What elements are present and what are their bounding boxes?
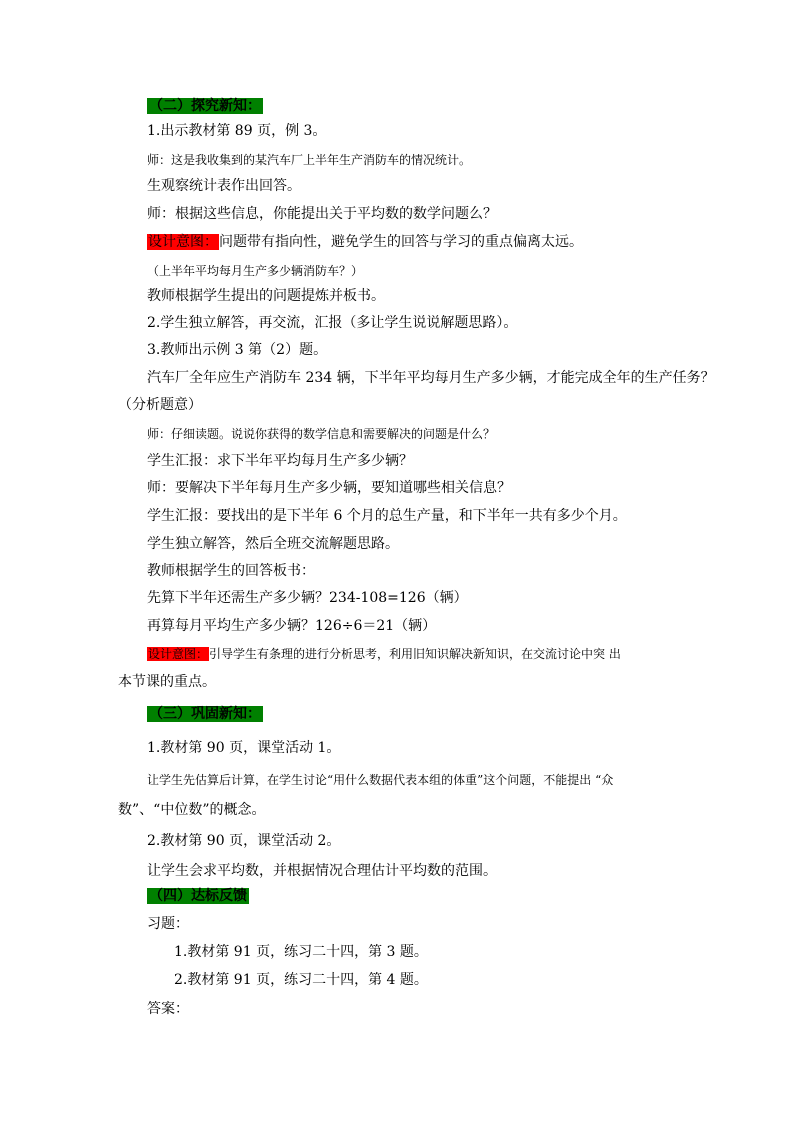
design-intent-text: 引导学生有条理的进行分析思考，利用旧知识解决新知识，在交流讨论中突 出 xyxy=(209,647,621,661)
design-intent-label: 设计意图： xyxy=(148,647,209,661)
section-heading-feedback xyxy=(147,886,249,906)
text-line: 教师根据学生的回答板书： xyxy=(147,563,315,579)
design-intent-text: 问题带有指向性，避免学生的回答与学习的重点偏离太远。 xyxy=(219,234,583,250)
text-line: 2.教材第 90 页，课堂活动 2。 xyxy=(147,833,341,849)
section-heading-consolidate xyxy=(147,704,263,724)
section-heading-label: （四）达标反馈 xyxy=(149,888,247,904)
text-line: 2.教材第 91 页，练习二十四，第 4 题。 xyxy=(174,972,428,988)
text-line: 1.出示教材第 89 页，例 3。 xyxy=(147,123,327,139)
text-line: （分析题意） xyxy=(118,397,202,413)
text-line: 学生汇报：求下半年平均每月生产多少辆？ xyxy=(147,453,413,469)
design-intent-line xyxy=(147,644,621,664)
section-heading-label: （三）巩固新知： xyxy=(149,706,261,722)
text-line: 再算每月平均生产多少辆？126÷6＝21（辆） xyxy=(147,618,437,634)
text-line: 生观察统计表作出回答。 xyxy=(147,178,301,194)
text-line: 学生汇报：要找出的是下半年 6 个月的总生产量，和下半年一共有多少个月。 xyxy=(147,508,627,524)
text-line: 让学生先估算后计算，在学生讨论“用什么数据代表本组的体重”这个问题，不能提出 “众 xyxy=(147,773,614,787)
text-line: 答案： xyxy=(147,1001,189,1017)
text-line: 师：仔细读题。说说你获得的数学信息和需要解决的问题是什么？ xyxy=(147,427,496,441)
text-line: 2.学生独立解答，再交流，汇报（多让学生说说解题思路）。 xyxy=(147,315,518,331)
text-line: 习题： xyxy=(147,916,189,932)
text-line: 汽车厂全年应生产消防车 234 辆，下半年平均每月生产多少辆，才能完成全年的生产任务？ xyxy=(147,370,715,386)
design-intent-line xyxy=(147,232,583,252)
text-line: 师：要解决下半年每月生产多少辆，要知道哪些相关信息？ xyxy=(147,480,511,496)
text-line: 教师根据学生提出的问题提炼并板书。 xyxy=(147,288,385,304)
text-line: 1.教材第 90 页，课堂活动 1。 xyxy=(147,740,341,756)
text-line: 师：根据这些信息，你能提出关于平均数的数学问题么？ xyxy=(147,206,497,222)
text-line: 学生独立解答，然后全班交流解题思路。 xyxy=(147,536,399,552)
text-line: 先算下半年还需生产多少辆？234-108=126（辆） xyxy=(147,590,468,606)
text-line: 让学生会求平均数，并根据情况合理估计平均数的范围。 xyxy=(147,863,497,879)
text-line: 3.教师出示例 3 第（2）题。 xyxy=(147,342,328,358)
text-line: 数”、“中位数”的概念。 xyxy=(118,802,266,818)
text-line: （上半年平均每月生产多少辆消防车？） xyxy=(147,264,364,278)
text-line: 1.教材第 91 页，练习二十四，第 3 题。 xyxy=(174,944,428,960)
section-heading-label: （二）探究新知： xyxy=(149,98,261,114)
text-line: 本节课的重点。 xyxy=(118,674,216,690)
design-intent-label: 设计意图： xyxy=(148,234,218,250)
section-heading-explore xyxy=(147,96,263,116)
text-line: 师：这是我收集到的某汽车厂上半年生产消防车的情况统计。 xyxy=(147,153,472,167)
